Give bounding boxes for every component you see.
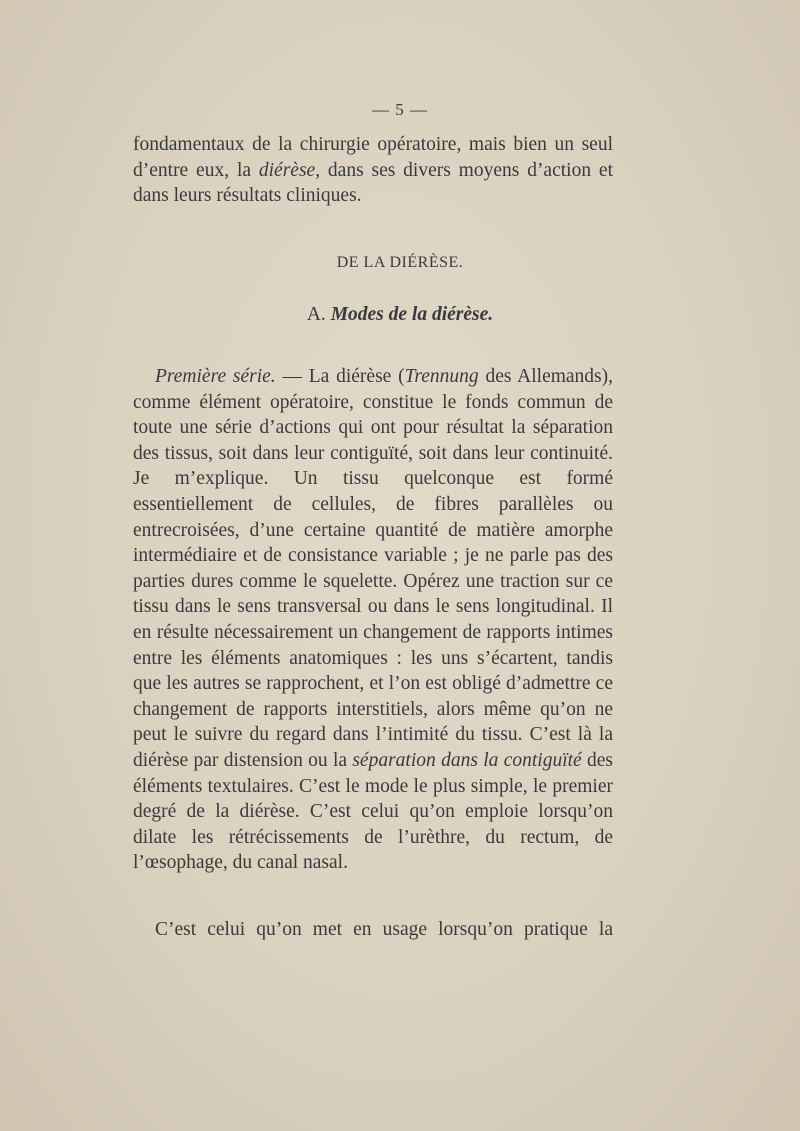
paragraph-text-3: des éléments textulaires. C’est le mode le plus simple, le premier degré de la diérèse. C’est celui qu’on emploie lorsqu’on dilate les rétrécissements de l’urèthre, du rectum, de l’œsophage, du canal nasal. (133, 749, 613, 874)
page-number: — 5 — (372, 100, 428, 119)
section-heading: DE LA DIÉRÈSE. (336, 254, 464, 271)
paragraph-label: Première série. (155, 366, 276, 387)
emphasis-separation: séparation dans la contiguïté (352, 749, 582, 771)
paragraph-text-2: des Allemands), comme élément opératoire, constitue le fonds commun de toute une série d’actions qui ont pour résultat la séparation des tissus, soit dans leur contiguïté, soit dans leur continuité. Je m’explique. Un tissu quelconque est formé essentiellement de cellules, de fibres parallèles ou entrecroisées, d’une certaine quantité de matière amorphe intermédiaire et de consistance variable ; je ne parle pas des parties dures comme le squelette. Opérez une traction sur ce tissu dans le sens transversal ou dans le sens longitudinal. Il en résulte nécessairement un changement de rapports intimes entre les éléments anatomiques : les uns s’écartent, tandis que les autres se rapprochent, et l’on est obligé d’admettre ce changement de rapports interstitiels, alors même qu’on ne peut le suivre du regard dans l’intimité du tissu. C’est là la diérèse par distension ou la (133, 366, 613, 771)
paragraph-text-1: — La diérèse ( (275, 366, 405, 387)
german-term: Trennung (404, 366, 479, 387)
subsection-letter: A. (306, 304, 326, 325)
subsection-title: Modes de la diérèse. (330, 304, 494, 325)
intro-emphasis: diérèse (258, 159, 316, 181)
intro-text (133, 132, 613, 209)
intro-text-before: fondamentaux de la chirurgie opératoire, mais bien un seul d’entre eux, la (133, 134, 613, 181)
paragraph-premiere-serie (133, 364, 613, 876)
subsection-heading (0, 304, 800, 326)
intro-text-after: , dans ses divers moyens d’action et dans leurs résultats cliniques. (133, 159, 614, 207)
body-text (133, 364, 613, 876)
paragraph-continuation: C’est celui qu’on met en usage lorsqu’on pratique la (155, 919, 613, 940)
intro-paragraph (133, 132, 613, 209)
